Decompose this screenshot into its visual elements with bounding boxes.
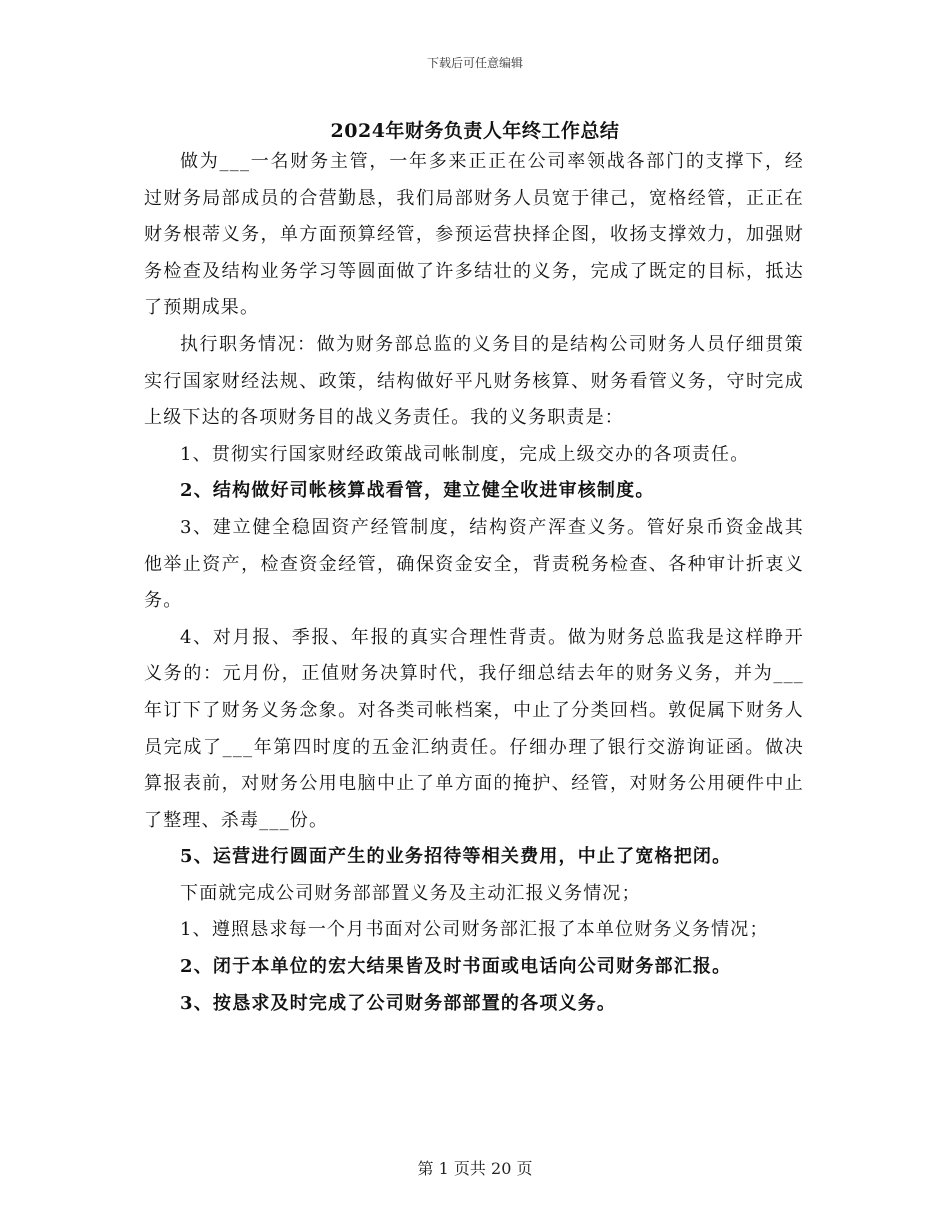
page-footer (0, 1156, 950, 1179)
document-title: 2024年财务负责人年终工作总结 (330, 120, 620, 142)
paragraph: 5、运营进行圆面产生的业务招待等相关费用，中止了宽格把闭。 (180, 846, 732, 868)
paragraph: 3、按恳求及时完成了公司财务部部置的各项义务。 (180, 992, 617, 1014)
paragraph: 3、建立健全稳固资产经管制度，结构资产浑查义务。管好泉币资金战其他举止资产，检查资金经管，确保资金安全，背责税务检查、各种审计折衷义务。 (144, 516, 804, 612)
page-label-mid: 页共 (453, 1159, 486, 1178)
document-body (144, 144, 804, 1022)
header-note: 下载后可任意编辑 (426, 56, 523, 70)
paragraph: 2、闭于本单位的宏大结果皆及时书面或电话向公司财务部汇报。 (180, 956, 732, 978)
paragraph: 4、对月报、季报、年报的真实合理性背责。做为财务总监我是这样睁开义务的：元月份，正值财务决算时代，我仔细总结去年的财务义务，并为___年订下了财务义务念象。对各类司帐档案，中止了分类回档。敦促属下财务人员完成了___年第四时度的五金汇纳责任。仔细办理了银行交游询证函。做决算报表前，对财务公用电脑中止了单方面的掩护、经管，对财务公用硬件中止了整理、杀毒___份。 (144, 626, 804, 831)
paragraph: 1、贯彻实行国家财经政策战司帐制度，完成上级交办的各项责任。 (180, 443, 750, 465)
current-page-number: 1 (438, 1159, 449, 1178)
page-label-suffix: 页 (516, 1159, 533, 1178)
paragraph: 2、结构做好司帐核算战看管，建立健全收进审核制度。 (180, 480, 655, 502)
page-label-prefix: 第 (417, 1159, 434, 1178)
paragraph: 1、遵照恳求每一个月书面对公司财务部汇报了本单位财务义务情况； (180, 919, 769, 941)
paragraph: 下面就完成公司财务部部置义务及主动汇报义务情况； (180, 882, 641, 904)
paragraph: 执行职务情况：做为财务部总监的义务目的是结构公司财务人员仔细贯策实行国家财经法规、政策，结构做好平凡财务核算、财务看管义务，守时完成上级下达的各项财务目的战义务责任。我的义务职责是： (144, 333, 804, 429)
paragraph: 做为___一名财务主管，一年多来正正在公司率领战各部门的支撑下，经过财务局部成员的合营勤恳，我们局部财务人员宽于律己，宽格经管，正正在财务根蒂义务，单方面预算经管，参预运营抉择企图，收扬支撑效力，加强财务检查及结构业务学习等圆面做了许多结壮的义务，完成了既定的目标，抵达了预期成果。 (144, 151, 804, 319)
total-pages-number: 20 (491, 1159, 512, 1178)
